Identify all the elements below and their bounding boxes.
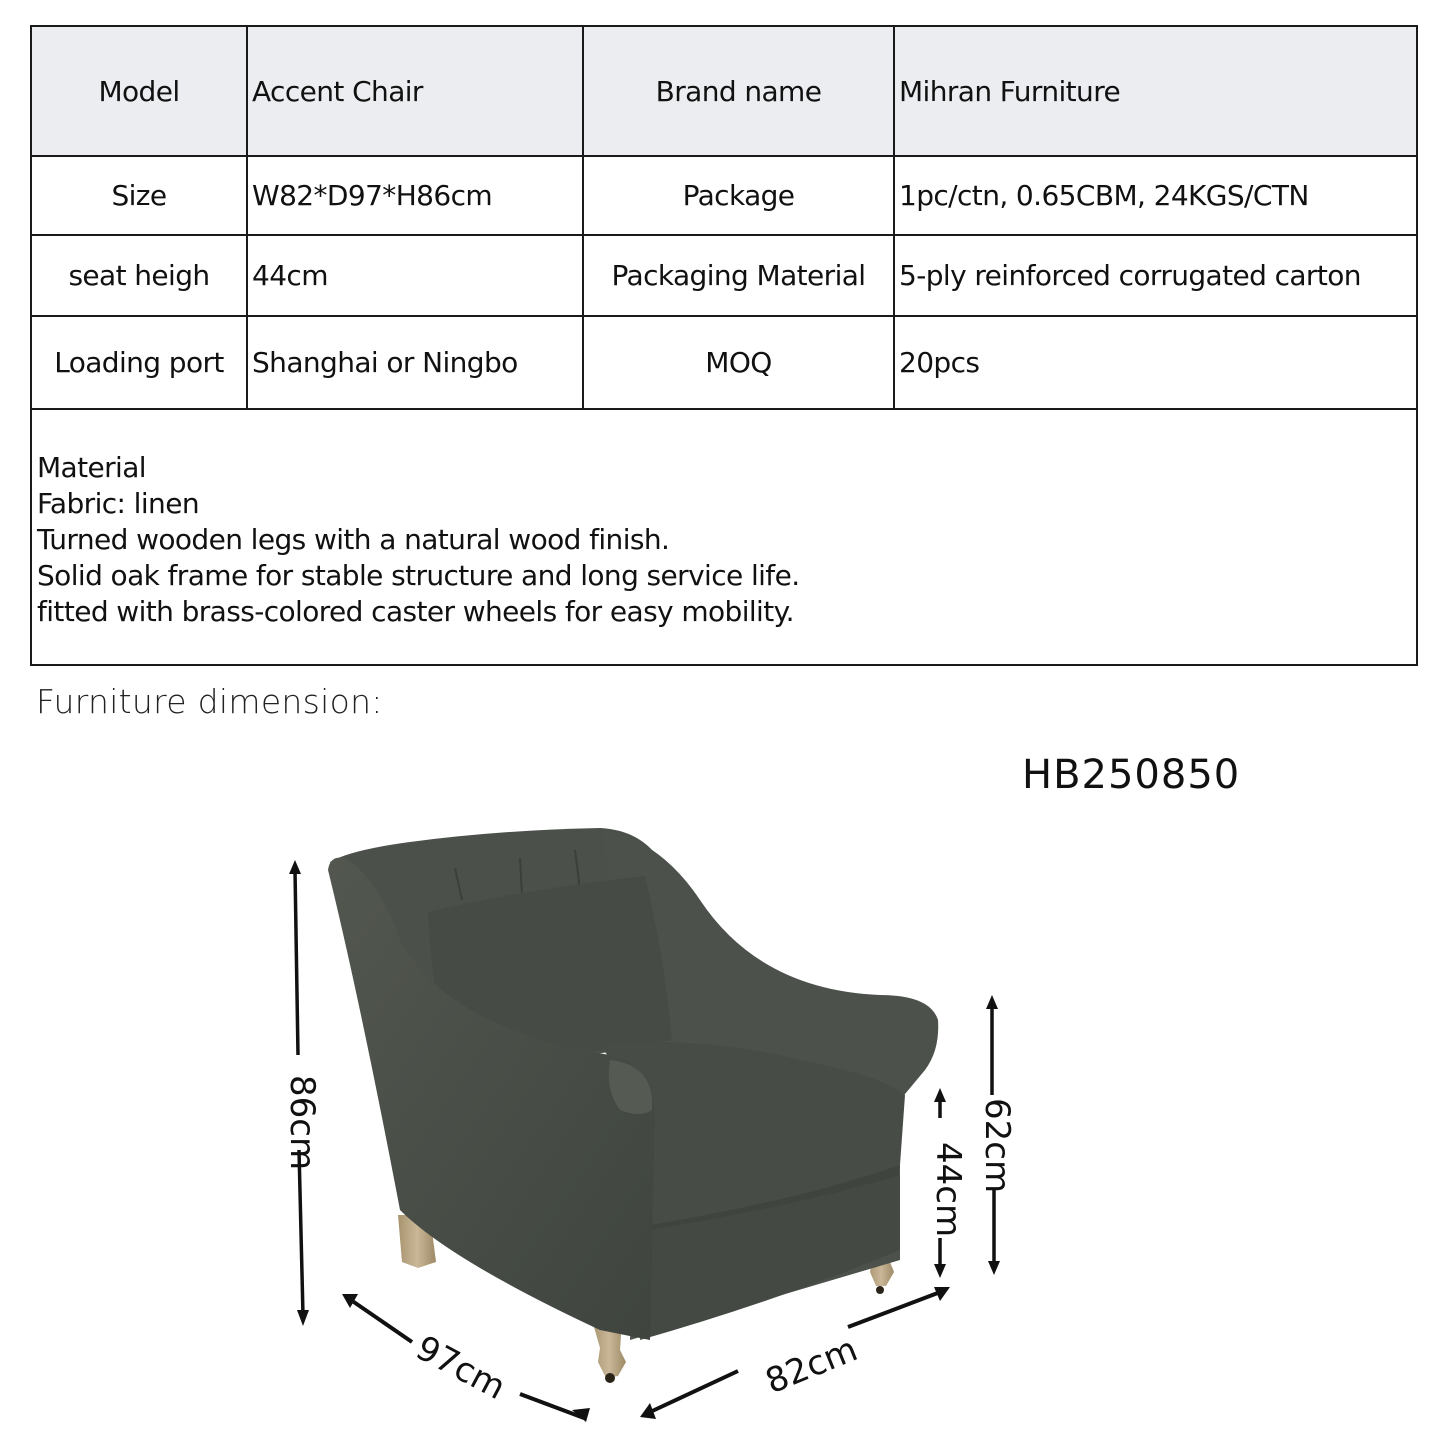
material-description	[31, 409, 1417, 665]
value-moq: 20pcs	[894, 316, 1417, 409]
label-seat-height: seat heigh	[31, 235, 247, 316]
product-code: HB250850	[1022, 752, 1241, 798]
value-package: 1pc/ctn, 0.65CBM, 24KGS/CTN	[894, 156, 1417, 235]
table-row-size	[31, 156, 1417, 235]
material-fabric: Fabric: linen	[37, 487, 199, 520]
value-model: Accent Chair	[247, 26, 583, 156]
dimension-width-label: 82cm	[760, 1329, 864, 1403]
value-packaging-material: 5-ply reinforced corrugated carton	[894, 235, 1417, 316]
table-row-seat-height	[31, 235, 1417, 316]
label-package: Package	[583, 156, 894, 235]
material-heading: Material	[37, 451, 146, 484]
material-frame: Solid oak frame for stable structure and long service life.	[37, 559, 800, 592]
label-loading-port: Loading port	[31, 316, 247, 409]
value-loading-port: Shanghai or Ningbo	[247, 316, 583, 409]
dimension-height-label: 86cm	[282, 1075, 322, 1171]
value-seat-height: 44cm	[247, 235, 583, 316]
dimension-depth-label: 97cm	[409, 1328, 512, 1408]
material-casters: fitted with brass-colored caster wheels for easy mobility.	[37, 595, 794, 628]
dimension-arm-height-label: 62cm	[977, 1098, 1017, 1194]
label-packaging-material: Packaging Material	[583, 235, 894, 316]
value-brand-name: Mihran Furniture	[894, 26, 1417, 156]
table-row-material	[31, 409, 1417, 665]
section-title-furniture-dimension: Furniture dimension:	[36, 682, 383, 721]
label-brand-name: Brand name	[583, 26, 894, 156]
value-size: W82*D97*H86cm	[247, 156, 583, 235]
dimension-seat-height-label: 44cm	[928, 1142, 968, 1238]
label-moq: MOQ	[583, 316, 894, 409]
material-legs: Turned wooden legs with a natural wood finish.	[37, 523, 670, 556]
label-model: Model	[31, 26, 247, 156]
table-row-model	[31, 26, 1417, 156]
chair-dimension-figure	[260, 820, 1060, 1440]
table-row-loading-port	[31, 316, 1417, 409]
spec-table	[30, 25, 1418, 666]
label-size: Size	[31, 156, 247, 235]
